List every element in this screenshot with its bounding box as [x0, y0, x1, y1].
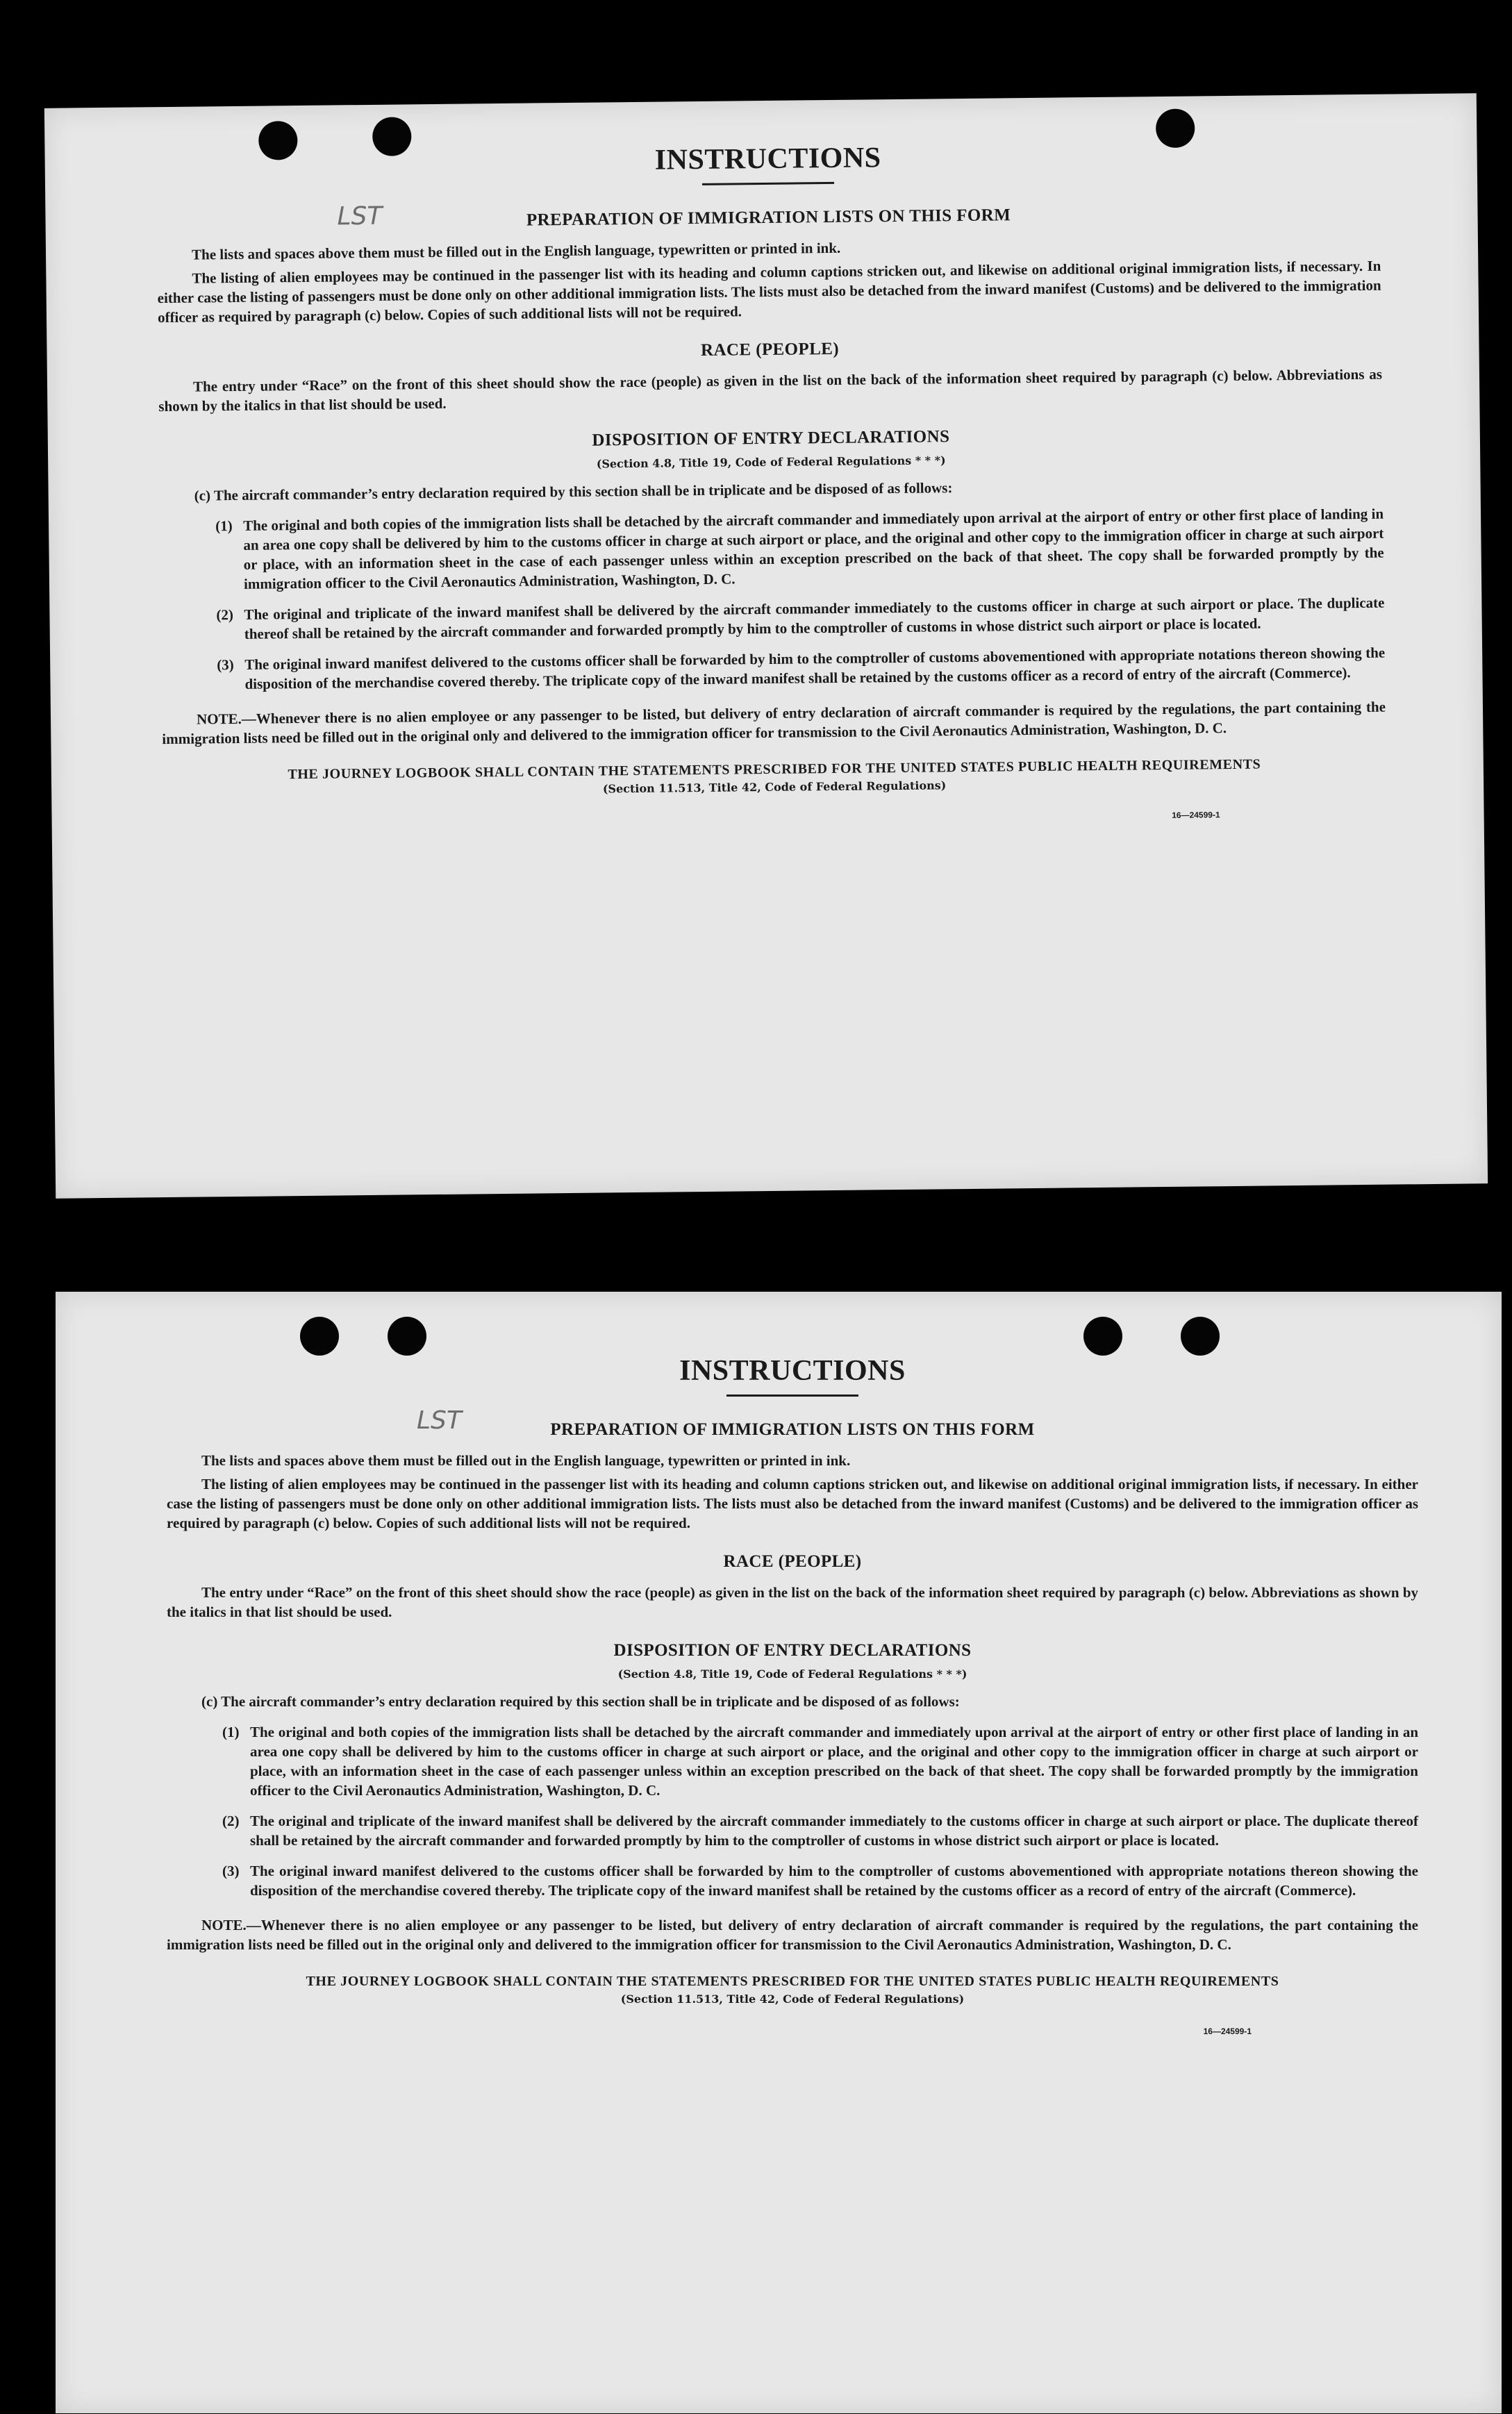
document-page-1	[44, 93, 1488, 1199]
item-number: (2)	[222, 1813, 240, 1829]
instructions-content	[167, 1354, 1418, 2036]
title-underline	[702, 182, 834, 185]
handwritten-margin-note: LST	[417, 1406, 462, 1435]
paragraph-clause-c: (c) The aircraft commander’s entry declaration required by this section shall be in triplicate and be disposed of as follows:	[201, 1693, 960, 1710]
section-heading-preparation: PREPARATION OF IMMIGRATION LISTS ON THIS FORM	[550, 1420, 1035, 1439]
list-item	[215, 504, 1384, 594]
punch-hole	[1083, 1317, 1122, 1356]
title-underline	[726, 1395, 858, 1397]
regulation-citation: (Section 4.8, Title 19, Code of Federal Regulations * * *)	[596, 453, 946, 471]
paragraph: The listing of alien employees may be continued in the passenger list with its heading and column captions stricken out, and likewise on additional original immigration lists, if necessary. In either case the listing of passengers must be done only on other additional immigration lists. The lists must also be detached from the inward manifest (Customs) and be delivered to the immigration officer as required by paragraph (c) below. Copies of such additional lists will not be required.	[167, 1476, 1418, 1531]
item-text: The original inward manifest delivered to the customs officer shall be forwarded by him to the comptroller of customs abovementioned with appropriate notations thereon showing the disposition of the merchandise covered thereby. The triplicate copy of the inward manifest shall be retained by the customs officer as a record of entry of the aircraft (Commerce).	[244, 644, 1386, 692]
item-text: The original inward manifest delivered to the customs officer shall be forwarded by him to the comptroller of customs abovementioned with appropriate notations thereon showing the disposition of the merchandise covered thereby. The triplicate copy of the inward manifest shall be retained by the customs officer as a record of entry of the aircraft (Commerce).	[250, 1863, 1418, 1899]
item-text: The original and both copies of the immigration lists shall be detached by the aircraft commander and immediately upon arrival at the airport of entry or other first place of landing in an area one copy shall be delivered by him to the customs officer in charge at such airport or place, and the original and other copy to the immigration officer in charge at such airport or place, with an information sheet in the case of each passenger unless within an exception prescribed on the back of that sheet. The copy shall be forwarded promptly by the immigration officer to the Civil Aeronautics Administration, Washington, D. C.	[250, 1724, 1418, 1799]
section-heading-race: RACE (PEOPLE)	[723, 1552, 862, 1571]
item-text: The original and triplicate of the inward manifest shall be delivered by the aircraft commander immediately to the customs officer in charge at such airport or place. The duplicate thereof shall be retained by the aircraft commander and forwarded promptly by him to the comptroller of customs in whose district such airport or place is located.	[244, 594, 1385, 642]
list-item	[222, 1811, 1418, 1850]
note-paragraph: NOTE.—Whenever there is no alien employee or any passenger to be listed, but delivery of entry declaration of aircraft commander is required by the regulations, the part containing the immigration lists need be filled out in the original only and delivered to the immigration officer for transmission to the Civil Aeronautics Administration, Washington, D. C.	[167, 1917, 1418, 1953]
paragraph: The lists and spaces above them must be filled out in the English language, typewritten or printed in ink.	[191, 239, 841, 263]
list-item	[222, 1722, 1418, 1800]
final-citation: (Section 11.513, Title 42, Code of Federal Regulations)	[620, 1992, 965, 2006]
document-page-2	[56, 1292, 1502, 2413]
paragraph: The lists and spaces above them must be filled out in the English language, typewritten or printed in ink.	[201, 1452, 851, 1469]
page-title: INSTRUCTIONS	[654, 142, 881, 176]
item-number: (2)	[216, 606, 234, 624]
item-number: (3)	[217, 656, 234, 674]
final-statement: THE JOURNEY LOGBOOK SHALL CONTAIN THE STATEMENTS PRESCRIBED FOR THE UNITED STATES PUBLIC HEALTH REQUIREMENTS	[288, 756, 1261, 783]
handwritten-margin-note: LST	[337, 201, 383, 231]
item-number: (1)	[222, 1724, 240, 1740]
paragraph-clause-c: (c) The aircraft commander’s entry declaration required by this section shall be in triplicate and be disposed of as follows:	[194, 479, 953, 504]
note-paragraph: NOTE.—Whenever there is no alien employee or any passenger to be listed, but delivery of entry declaration of aircraft commander is required by the regulations, the part containing the immigration lists need be filled out in the original only and delivered to the immigration officer for transmission to the Civil Aeronautics Administration, Washington, D. C.	[162, 698, 1386, 748]
form-number: 16—24599-1	[1172, 810, 1220, 820]
punch-hole	[388, 1317, 426, 1356]
item-number: (3)	[222, 1863, 240, 1879]
regulation-citation: (Section 4.8, Title 19, Code of Federal Regulations * * *)	[617, 1667, 967, 1681]
item-number: (1)	[215, 517, 233, 535]
punch-hole	[1181, 1317, 1220, 1356]
punch-hole	[300, 1317, 339, 1356]
section-heading-preparation: PREPARATION OF IMMIGRATION LISTS ON THIS FORM	[526, 206, 1011, 230]
section-heading-race: RACE (PEOPLE)	[700, 339, 840, 360]
paragraph: The listing of alien employees may be continued in the passenger list with its heading and column captions stricken out, and likewise on additional original immigration lists, if necessary. In either case the listing of passengers must be done only on other additional immigration lists. The lists must also be detached from the inward manifest (Customs) and be delivered to the immigration officer as required by paragraph (c) below. Copies of such additional lists will not be required.	[157, 257, 1381, 326]
final-citation: (Section 11.513, Title 42, Code of Federal Regulations)	[602, 779, 947, 796]
page-title: INSTRUCTIONS	[679, 1355, 906, 1387]
item-text: The original and both copies of the immigration lists shall be detached by the aircraft commander and immediately upon arrival at the airport of entry or other first place of landing in an area one copy shall be delivered by him to the customs officer in charge at such airport or place, and the original and other copy to the immigration officer in charge at such airport or place, with an information sheet in the case of each passenger unless within an exception prescribed on the back of that sheet. The copy shall be forwarded promptly by the immigration officer to the Civil Aeronautics Administration, Washington, D. C.	[243, 505, 1384, 592]
paragraph: The entry under “Race” on the front of this sheet should show the race (people) as given in the list on the back of the information sheet required by paragraph (c) below. Abbreviations as shown by the italics in that list should be used.	[167, 1584, 1418, 1620]
section-heading-disposition: DISPOSITION OF ENTRY DECLARATIONS	[613, 1641, 972, 1660]
item-text: The original and triplicate of the inward manifest shall be delivered by the aircraft commander immediately to the customs officer in charge at such airport or place. The duplicate thereof shall be retained by the aircraft commander and forwarded promptly by him to the comptroller of customs in whose district such airport or place is located.	[250, 1813, 1418, 1849]
instructions-content	[156, 136, 1386, 831]
list-item	[216, 593, 1384, 644]
list-item	[222, 1861, 1418, 1900]
final-statement: THE JOURNEY LOGBOOK SHALL CONTAIN THE STATEMENTS PRESCRIBED FOR THE UNITED STATES PUBLIC HEALTH REQUIREMENTS	[306, 1974, 1279, 1989]
section-heading-disposition: DISPOSITION OF ENTRY DECLARATIONS	[592, 427, 950, 450]
form-number: 16—24599-1	[1203, 2026, 1252, 2036]
paragraph: The entry under “Race” on the front of this sheet should show the race (people) as given in the list on the back of the information sheet required by paragraph (c) below. Abbreviations as shown by the italics in that list should be used.	[158, 365, 1383, 415]
